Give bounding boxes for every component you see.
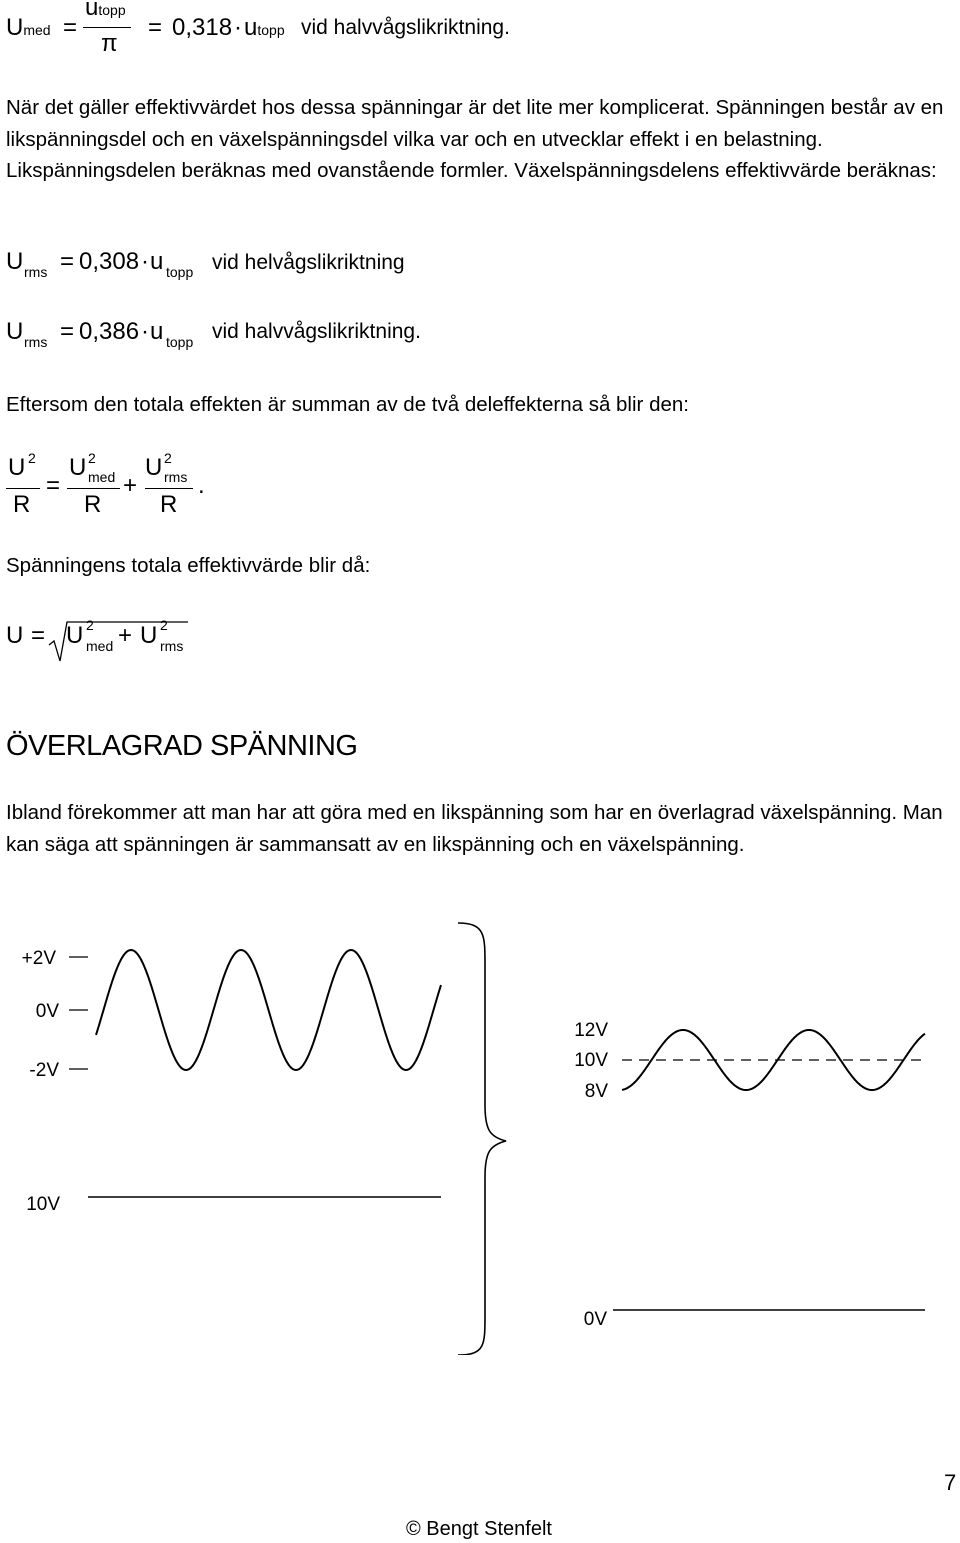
exponent: 2 — [28, 450, 36, 466]
equals-sign: = — [60, 318, 75, 345]
equals-sign: = — [46, 472, 61, 499]
formula-lhs: U — [6, 248, 24, 275]
equals-sign: = — [60, 248, 75, 275]
paragraph-superimposed: Ibland förekommer att man har att göra med en likspänning som har en överlagrad växelspänning. Man kan säga att spänningen är sammansatt av en likspänning och en växelspänning. — [6, 801, 943, 856]
equals-sign: = — [31, 622, 46, 649]
exponent: 2 — [86, 617, 94, 633]
label-dc-10v: 10V — [26, 1194, 60, 1215]
label-8v: 8V — [584, 1081, 608, 1102]
term-u: U — [66, 622, 84, 649]
label-minus2v: -2V — [29, 1060, 59, 1081]
dot-operator: · — [141, 318, 149, 345]
formula-rhs: u — [150, 248, 164, 275]
formula-note: vid helvågslikriktning — [212, 251, 405, 274]
subscript-med: med — [86, 638, 114, 654]
label-0v: 0V — [35, 1001, 59, 1022]
plus-sign: + — [118, 622, 133, 649]
formula-note: vid halvvågslikriktning. — [301, 16, 510, 39]
label-10v: 10V — [574, 1050, 608, 1071]
subscript-rms: rms — [160, 638, 184, 654]
dot-operator: · — [234, 14, 242, 41]
fraction-denominator: π — [101, 30, 118, 57]
paragraph-total-power: Eftersom den totala effekten är summan av de två deleffekterna så blir den: — [6, 393, 689, 416]
formula-rhs-sub: topp — [166, 264, 194, 280]
term-r: R — [160, 491, 178, 518]
formula-lhs-sub: rms — [24, 334, 48, 350]
coefficient: 0,308 — [79, 248, 140, 275]
paragraph-total-rms: Spänningens totala effektivvärde blir då: — [6, 554, 371, 577]
formula-note: vid halvvågslikriktning. — [212, 320, 421, 343]
paragraph-rms-intro: När det gäller effektivvärdet hos dessa spänningar är det lite mer komplicerat. Spänningen består av en likspänningsdel och en växelspänningsdel vilka var och en utvecklar effekt i en belastning. Likspänningsdelen beräknas med ovanstående formler. Växelspänningsdelens effektivvärde beräknas: — [6, 96, 944, 182]
label-result-0v: 0V — [583, 1309, 607, 1330]
dot-operator: · — [141, 248, 149, 275]
term-u: U — [8, 454, 26, 481]
plus-sign: + — [123, 472, 138, 499]
formula-lhs: Umed — [6, 14, 51, 41]
superimposed-voltage-figure — [0, 905, 960, 1355]
term-u: U — [69, 454, 87, 481]
coefficient: 0,318 — [172, 14, 233, 41]
term-r: R — [13, 491, 31, 518]
term-u: U — [140, 622, 158, 649]
exponent: 2 — [88, 450, 96, 466]
exponent: 2 — [160, 617, 168, 633]
label-plus2v: +2V — [21, 948, 56, 969]
fraction-bar — [145, 488, 193, 489]
term-u: U — [6, 622, 24, 649]
page-number: 7 — [944, 1470, 957, 1495]
section-heading: ÖVERLAGRAD SPÄNNING — [6, 730, 358, 762]
label-12v: 12V — [574, 1020, 608, 1041]
fraction-bar — [6, 488, 40, 489]
curly-brace-icon — [458, 923, 506, 1355]
term-u: U — [145, 454, 163, 481]
formula-rhs-sub: topp — [166, 334, 194, 350]
formula-rhs: u — [150, 318, 164, 345]
exponent: 2 — [164, 450, 172, 466]
footer-copyright: © Bengt Stenfelt — [406, 1518, 552, 1540]
fraction-bar — [67, 488, 120, 489]
fraction-numerator: utopp — [85, 0, 126, 21]
coefficient: 0,386 — [79, 318, 140, 345]
formula-lhs: U — [6, 318, 24, 345]
period: . — [198, 472, 205, 499]
formula-lhs-sub: rms — [24, 264, 48, 280]
formula-rhs: utopp — [244, 14, 285, 41]
term-r: R — [84, 491, 102, 518]
subscript-rms: rms — [164, 469, 188, 485]
equals-sign: = — [63, 14, 78, 41]
equals-sign: = — [148, 14, 163, 41]
ac-sine-wave — [96, 950, 441, 1070]
fraction-bar — [83, 27, 131, 28]
subscript-med: med — [88, 469, 116, 485]
